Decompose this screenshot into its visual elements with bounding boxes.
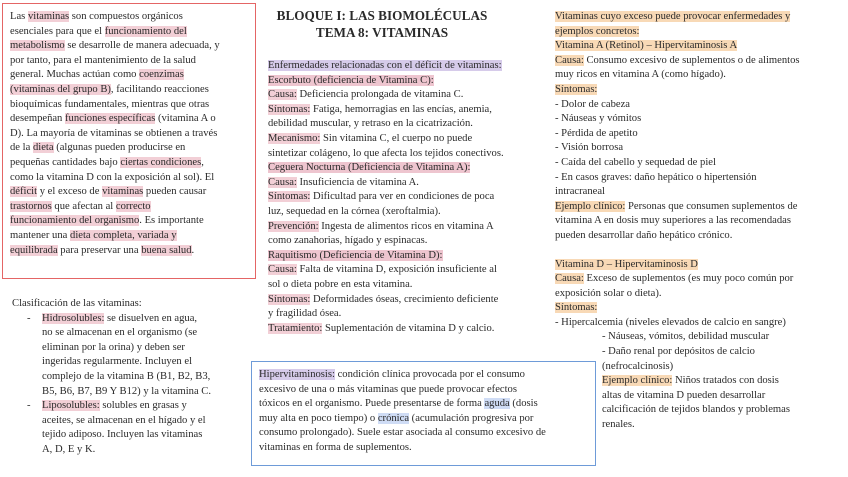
text-line [10,10,250,25]
text-line [10,98,250,113]
text-run: Falta de vitamina D, exposición insuficiente al [296,264,497,276]
text-line [259,412,589,427]
highlighted-term: metabolismo [10,40,65,52]
text-line [259,368,589,383]
vitamin-d-excess [555,258,841,433]
text-line [555,98,841,113]
text-line [555,171,841,186]
highlighted-term: crónica [377,412,410,424]
text-line [10,83,250,98]
classification-title: Clasificación de las vitaminas: [12,298,142,309]
highlighted-term: Causa: [268,264,297,276]
text-line [268,88,540,103]
text-run: aceites, se almacenan en el hígado y el [42,414,206,426]
text-line [10,171,250,186]
text-line [555,272,841,287]
text-line [555,345,841,360]
text-run: se disuelven en agua, [104,312,198,324]
text-line [555,258,841,273]
text-line [10,39,250,54]
text-line [555,330,841,345]
text-run: - Daño renal por depósitos de calcio [602,346,755,358]
highlighted-term: vitaminas [102,186,144,198]
text-run: - Dolor de cabeza [555,98,630,110]
text-line [555,54,841,69]
list-bullet: - [27,312,31,324]
text-run: general. Muchas actúan como [10,69,140,81]
text-line [555,25,841,40]
text-run: Consumo excesivo de suplementos o de alimentos [583,54,800,66]
list-bullet: - [27,400,31,412]
text-run: como zanahorias, hígado y espinacas. [268,235,428,247]
text-run: solubles en grasas y [99,400,187,412]
highlighted-term: Enfermedades relacionadas con el déficit de vitaminas: [268,60,502,71]
text-run: (nefrocalcinosis) [602,360,674,372]
text-run: . [191,244,195,256]
text-run: eliminan por la orina) y deben ser [42,341,185,353]
vitamin-a-excess [555,10,841,244]
text-line [268,278,540,293]
text-line [555,360,841,375]
text-line [555,112,841,127]
list-item [12,312,252,400]
text-run: muy alta en poco tiempo) o [259,412,378,424]
text-line [555,389,841,404]
highlighted-term: dieta completa, variada y [70,229,177,241]
text-run: sintetizar colágeno, lo que afecta los tejidos conectivos. [268,147,504,159]
text-run: debilidad muscular, y retraso en la cicatrización. [268,118,473,130]
highlighted-term: buena salud [141,244,192,256]
text-line [555,127,841,142]
text-run: desempeñan [10,113,66,125]
text-line [10,68,250,83]
highlighted-term: trastornos [10,200,52,212]
highlighted-term: Hidrosolubles: [42,312,105,324]
text-run: luz, sequedad en la córnea (xeroftalmia). [268,205,441,217]
highlighted-term: Escorbuto (deficiencia de Vitamina C): [268,74,434,86]
highlighted-term: equilibrada [10,244,58,256]
text-line [10,54,250,69]
text-line [268,117,540,132]
text-run: se desarrolle de manera adecuada, y [64,40,220,52]
hypervitaminosis-box [251,361,596,466]
text-run: . Es importante [139,215,204,227]
highlighted-term: Síntomas: [555,83,598,95]
text-run: - Náuseas y vómitos [555,113,642,125]
text-run: por tanto, para el mantenimiento de la salud [10,54,196,66]
highlighted-term: ciertas condiciones [120,156,202,168]
highlighted-term: Liposolubles: [42,400,100,412]
page-title [262,8,502,41]
text-line [259,426,589,441]
text-line [42,370,252,385]
text-line [268,132,540,147]
text-run: Personas que consumen suplementos de [625,200,798,212]
highlighted-term: Vitamina A (Retinol) – Hipervitaminosis A [555,40,738,52]
text-line [268,103,540,118]
text-line [555,403,841,418]
text-line [555,39,841,54]
text-run: intracraneal [555,186,605,198]
text-line [555,287,841,302]
text-line [555,68,841,83]
text-line [42,428,252,443]
highlighted-term: Causa: [268,89,297,101]
classification-list [12,312,252,458]
text-run: Insuficiencia de vitamina A. [296,176,419,188]
text-line [10,112,250,127]
text-run: A, D, E y K. [42,443,96,455]
text-line [268,190,540,205]
text-line [259,441,589,456]
text-run: como la vitamina D con la exposición al sol). El [10,171,215,183]
text-line [555,229,841,244]
text-run: Ingesta de alimentos ricos en vitamina A [318,220,494,232]
deficiency-section [268,59,540,336]
text-run: excesivo de una o más vitaminas que puede provocar efectos [259,383,517,395]
text-line [268,263,540,278]
text-line [268,293,540,308]
text-run: muy ricos en vitamina A (como hígado). [555,69,726,81]
text-run: vitaminas en forma de suplementos. [259,441,412,453]
text-run: son compuestos orgánicos [69,11,183,22]
text-line [10,25,250,40]
text-run: complejo de la vitamina B (B1, B2, B3, [42,370,211,382]
text-run: D). La mayoría de vitaminas se obtienen a través [10,127,218,139]
text-line [268,74,540,89]
text-run: y el exceso de [37,186,103,198]
highlighted-term: (vitaminas del grupo B) [10,83,111,95]
text-run: Fatiga, hemorragias en las encías, anemia, [310,103,492,115]
text-line [259,383,589,398]
highlighted-term: Síntomas: [268,103,311,115]
text-run: - Caída del cabello y sequedad de piel [555,156,716,168]
text-line [268,234,540,249]
text-line [42,355,252,370]
highlighted-term: ejemplos concretos: [555,25,640,37]
text-run: , facilitando reacciones [110,83,209,95]
intro-box [2,3,256,279]
highlighted-term: Ejemplo clínico: [555,200,626,212]
text-line [555,316,841,331]
text-line [555,374,841,389]
highlighted-term: Síntomas: [555,302,598,314]
text-run: bioquímicas fundamentales, mientras que otras [10,98,210,110]
text-line [10,244,250,259]
text-line [555,185,841,200]
text-run: calcificación de tejidos blandos y problemas [602,404,790,416]
text-line [42,341,252,356]
text-line [42,414,252,429]
text-run: (dosis [509,398,538,410]
text-run: consumo prolongado). Suele estar asociada al consumo excesivo de [259,427,546,439]
text-run: - En casos graves: daño hepático o hipertensión [555,171,757,183]
text-line [10,156,250,171]
text-run: Dificultad para ver en condiciones de poca [310,191,495,203]
text-run: Exceso de suplementos (es muy poco común por [583,273,794,285]
text-run: pueden desarrollar daño hepático crónico. [555,229,733,241]
highlighted-term: funcionamiento del [104,25,187,37]
text-line [555,418,841,433]
classification-section [12,297,252,458]
text-line [268,205,540,220]
highlighted-term: aguda [484,398,510,410]
text-run: tóxicos en el organismo. Puede presentarse de forma [259,398,485,410]
text-run: tejido adiposo. Incluyen las vitaminas [42,429,203,441]
text-run: Deficiencia prolongada de vitamina C. [296,89,464,101]
text-run: de la [10,142,33,154]
text-line [555,214,841,229]
highlighted-term: funciones específicas [65,113,156,125]
text-line [10,229,250,244]
text-line [42,443,252,458]
text-run: para preservar una [57,244,142,256]
text-line [555,301,841,316]
text-run: mantener una [10,229,71,241]
highlighted-term: Síntomas: [268,191,311,203]
highlighted-term: vitaminas [27,11,70,22]
text-run: , [201,156,204,168]
text-run: B5, B6, B7, B9 Y B12) y la vitamina C. [42,385,212,397]
text-line [555,83,841,98]
highlighted-term: Vitaminas cuyo exceso puede provocar enfermedades y [555,11,791,22]
text-line [268,59,540,74]
text-line [10,127,250,142]
text-run: Suplementación de vitamina D y calcio. [322,322,495,334]
text-run: no se almacenan en el organismo (se [42,327,198,339]
text-run: - Pérdida de apetito [555,127,638,139]
highlighted-term: dieta [32,142,54,154]
text-run: - Náuseas, vómitos, debilidad muscular [602,331,770,343]
text-line [10,214,250,229]
highlighted-term: déficit [10,186,38,198]
text-run: que afectan al [51,200,116,212]
text-run: y fragilidad ósea. [268,308,342,320]
text-run: - Hipercalcemia (niveles elevados de calcio en sangre) [555,316,786,328]
text-line [555,10,841,25]
excess-section [555,10,841,433]
text-line [42,399,252,414]
text-run: pequeñas cantidades bajo [10,156,121,168]
highlighted-term: Ceguera Nocturna (Deficiencia de Vitamina A): [268,162,471,174]
text-run: Sin vitamina C, el cuerpo no puede [320,132,473,144]
highlighted-term: Vitamina D – Hipervitaminosis D [555,258,698,270]
highlighted-term: Hipervitaminosis: [259,369,335,380]
text-line [259,397,589,412]
highlighted-term: Tratamiento: [268,322,323,334]
text-line [268,322,540,337]
text-line [10,141,250,156]
text-line [268,147,540,162]
text-run: (acumulación progresiva por [409,412,534,424]
text-run: altas de vitamina D pueden desarrollar [602,389,766,401]
text-line [268,220,540,235]
text-line [268,307,540,322]
highlighted-term: Síntomas: [268,293,311,305]
highlighted-term: Prevención: [268,220,319,232]
text-line [42,312,252,327]
highlighted-term: Causa: [555,54,584,66]
title-block: BLOQUE I: LAS BIOMOLÉCULAS [276,8,488,23]
text-run: renales. [602,419,635,431]
text-run: esenciales para que el [10,25,105,37]
highlighted-term: correcto [115,200,151,212]
highlighted-term: coenzimas [139,69,184,81]
text-line [268,176,540,191]
highlighted-term: funcionamiento del organismo [10,215,140,227]
title-topic: TEMA 8: VITAMINAS [315,24,449,40]
text-run: ingeridas regularmente. Incluyen el [42,356,193,368]
text-line [42,385,252,400]
text-run: sol o dieta pobre en esta vitamina. [268,278,413,290]
text-line [555,156,841,171]
text-run: pueden causar [143,186,207,198]
text-run: (vitamina A o [155,113,216,125]
text-run: exposición solar o dieta). [555,287,662,299]
text-line [268,161,540,176]
text-line [42,326,252,341]
highlighted-term: Mecanismo: [268,132,321,144]
text-run: condición clínica provocada por el consumo [334,369,525,380]
text-line [268,249,540,264]
text-run: Niños tratados con dosis [672,375,779,387]
highlighted-term: Causa: [555,273,584,285]
text-run: Las [10,11,28,22]
text-run: Deformidades óseas, crecimiento deficiente [310,293,499,305]
list-item [12,399,252,457]
text-line [10,200,250,215]
text-line [555,200,841,215]
highlighted-term: Causa: [268,176,297,188]
highlighted-term: Ejemplo clínico: [602,375,673,387]
text-line [555,141,841,156]
text-run: (algunas pueden producirse en [53,142,186,154]
highlighted-term: Raquitismo (Deficiencia de Vitamina D): [268,249,443,261]
text-run: - Visión borrosa [555,142,624,154]
text-run: vitamina A en dosis muy superiores a las recomendadas [555,215,791,227]
text-line [10,185,250,200]
